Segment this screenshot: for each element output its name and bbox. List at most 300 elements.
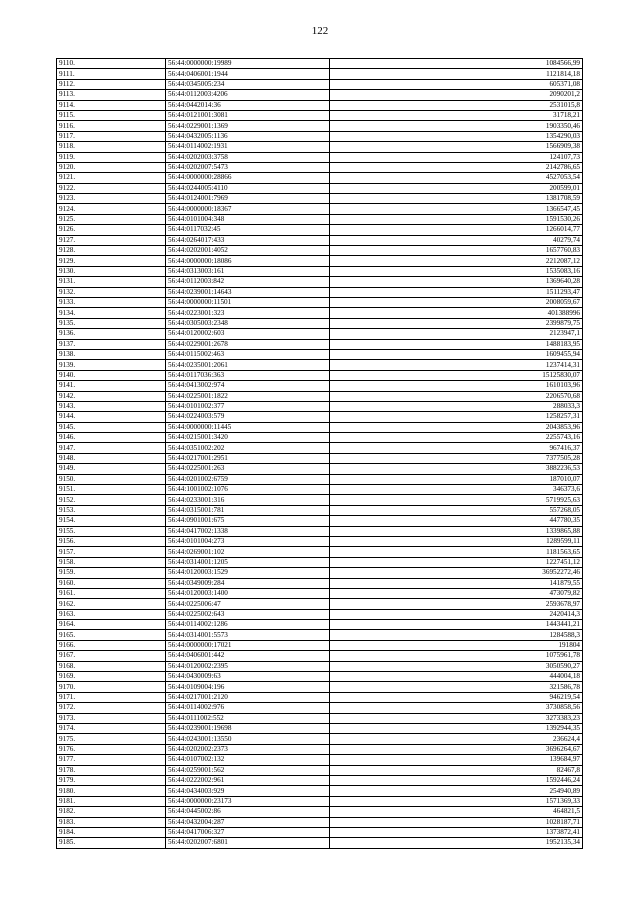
cadastral-number: 56:44:0000000:17021	[166, 640, 330, 650]
cadastral-value: 1488183,95	[330, 339, 583, 349]
cadastral-number: 56:44:0417002:1338	[166, 526, 330, 536]
cadastral-value: 2123947,1	[330, 329, 583, 339]
row-number: 9173.	[57, 713, 166, 723]
row-number: 9131.	[57, 277, 166, 287]
row-number: 9183.	[57, 817, 166, 827]
row-number: 9184.	[57, 827, 166, 837]
cadastral-number: 56:44:0000000:18367	[166, 204, 330, 214]
row-number: 9156.	[57, 536, 166, 546]
table-row	[57, 204, 583, 214]
table-body	[57, 59, 583, 849]
cadastral-value: 557268,05	[330, 505, 583, 515]
cadastral-value: 1443441,21	[330, 620, 583, 630]
cadastral-value: 2090201,2	[330, 90, 583, 100]
table-row	[57, 568, 583, 578]
row-number: 9139.	[57, 360, 166, 370]
cadastral-value: 40279,74	[330, 235, 583, 245]
cadastral-value: 2255743,16	[330, 433, 583, 443]
table-row	[57, 349, 583, 359]
cadastral-number: 56:44:0225002:643	[166, 609, 330, 619]
row-number: 9180.	[57, 786, 166, 796]
cadastral-number: 56:44:0107002:132	[166, 755, 330, 765]
row-number: 9118.	[57, 142, 166, 152]
row-number: 9152.	[57, 495, 166, 505]
row-number: 9119.	[57, 152, 166, 162]
row-number: 9149.	[57, 464, 166, 474]
table-row	[57, 412, 583, 422]
row-number: 9160.	[57, 578, 166, 588]
table-row	[57, 724, 583, 734]
cadastral-number: 56:44:0445002:86	[166, 807, 330, 817]
page-number: 122	[311, 25, 329, 37]
cadastral-number: 56:44:0224003:579	[166, 412, 330, 422]
row-number: 9120.	[57, 162, 166, 172]
row-number: 9114.	[57, 100, 166, 110]
cadastral-number: 56:44:0222002:961	[166, 775, 330, 785]
cadastral-value: 2531015,8	[330, 100, 583, 110]
cadastral-number: 56:44:0413002:974	[166, 381, 330, 391]
cadastral-number: 56:44:0264017:433	[166, 235, 330, 245]
cadastral-number: 56:44:0269001:102	[166, 547, 330, 557]
table-row	[57, 557, 583, 567]
cadastral-value: 1952135,34	[330, 838, 583, 848]
cadastral-number: 56:44:0201002:6759	[166, 474, 330, 484]
table-row	[57, 630, 583, 640]
row-number: 9171.	[57, 692, 166, 702]
table-row	[57, 59, 583, 69]
cadastral-value: 1373872,41	[330, 827, 583, 837]
row-number: 9116.	[57, 121, 166, 131]
row-number: 9153.	[57, 505, 166, 515]
table-row	[57, 505, 583, 515]
cadastral-value: 1381708,59	[330, 194, 583, 204]
cadastral-number: 56:44:0120003:1400	[166, 588, 330, 598]
row-number: 9115.	[57, 110, 166, 120]
cadastral-value: 2043853,96	[330, 422, 583, 432]
cadastral-value: 401388996	[330, 308, 583, 318]
table-row	[57, 277, 583, 287]
table-row	[57, 620, 583, 630]
table-row	[57, 69, 583, 79]
cadastral-number: 56:44:0229001:2678	[166, 339, 330, 349]
table-row	[57, 599, 583, 609]
cadastral-value: 1592446,24	[330, 775, 583, 785]
cadastral-number: 56:44:0109004:196	[166, 682, 330, 692]
row-number: 9147.	[57, 443, 166, 453]
row-number: 9128.	[57, 246, 166, 256]
cadastral-number: 56:44:0121001:3081	[166, 110, 330, 120]
cadastral-value: 1237414,31	[330, 360, 583, 370]
cadastral-number: 56:44:0101002:377	[166, 401, 330, 411]
cadastral-value: 946219,54	[330, 692, 583, 702]
cadastral-value: 1366547,45	[330, 204, 583, 214]
table-row	[57, 370, 583, 380]
cadastral-value: 31718,21	[330, 110, 583, 120]
table-row	[57, 90, 583, 100]
row-number: 9142.	[57, 391, 166, 401]
cadastral-value: 473079,82	[330, 588, 583, 598]
cadastral-value: 1084566,99	[330, 59, 583, 69]
cadastral-value: 236624,4	[330, 734, 583, 744]
cadastral-value: 2206570,68	[330, 391, 583, 401]
cadastral-number: 56:44:0314001:5573	[166, 630, 330, 640]
cadastral-value: 82467,8	[330, 765, 583, 775]
table-row	[57, 225, 583, 235]
table-row	[57, 796, 583, 806]
cadastral-value: 1392944,35	[330, 724, 583, 734]
cadastral-number: 56:44:0225001:1822	[166, 391, 330, 401]
cadastral-value: 2399879,75	[330, 318, 583, 328]
cadastral-value: 3050590,27	[330, 661, 583, 671]
cadastral-number: 56:44:0112003:4206	[166, 90, 330, 100]
cadastral-number: 56:44:0117036:363	[166, 370, 330, 380]
row-number: 9166.	[57, 640, 166, 650]
cadastral-value-table	[56, 58, 583, 849]
row-number: 9135.	[57, 318, 166, 328]
cadastral-number: 56:44:0217001:2951	[166, 453, 330, 463]
row-number: 9150.	[57, 474, 166, 484]
cadastral-number: 56:44:0351002:202	[166, 443, 330, 453]
cadastral-value: 1535083,16	[330, 266, 583, 276]
cadastral-number: 56:44:0101004:273	[166, 536, 330, 546]
row-number: 9169.	[57, 672, 166, 682]
cadastral-number: 56:44:0434003:929	[166, 786, 330, 796]
row-number: 9132.	[57, 287, 166, 297]
cadastral-value: 967416,37	[330, 443, 583, 453]
row-number: 9146.	[57, 433, 166, 443]
cadastral-number: 56:44:0117032:45	[166, 225, 330, 235]
cadastral-number: 56:44:0239001:19698	[166, 724, 330, 734]
cadastral-number: 56:44:0215001:3420	[166, 433, 330, 443]
row-number: 9181.	[57, 796, 166, 806]
cadastral-value: 200599,01	[330, 183, 583, 193]
table-row	[57, 536, 583, 546]
table-row	[57, 256, 583, 266]
cadastral-number: 56:44:0406001:442	[166, 651, 330, 661]
row-number: 9162.	[57, 599, 166, 609]
table-row	[57, 194, 583, 204]
table-row	[57, 339, 583, 349]
cadastral-value: 15125830,07	[330, 370, 583, 380]
table-row	[57, 609, 583, 619]
cadastral-value: 321586,78	[330, 682, 583, 692]
table-row	[57, 79, 583, 89]
cadastral-value: 464821,5	[330, 807, 583, 817]
row-number: 9177.	[57, 755, 166, 765]
table-row	[57, 443, 583, 453]
row-number: 9168.	[57, 661, 166, 671]
row-number: 9124.	[57, 204, 166, 214]
row-number: 9170.	[57, 682, 166, 692]
row-number: 9117.	[57, 131, 166, 141]
table-row	[57, 318, 583, 328]
table-row	[57, 422, 583, 432]
row-number: 9125.	[57, 214, 166, 224]
table-row	[57, 391, 583, 401]
table-row	[57, 287, 583, 297]
cadastral-number: 56:44:0259001:562	[166, 765, 330, 775]
row-number: 9163.	[57, 609, 166, 619]
table-row	[57, 516, 583, 526]
row-number: 9123.	[57, 194, 166, 204]
table-row	[57, 266, 583, 276]
cadastral-value: 1339865,88	[330, 526, 583, 536]
cadastral-number: 56:44:0000000:11501	[166, 297, 330, 307]
cadastral-number: 56:44:0430009:63	[166, 672, 330, 682]
table-row	[57, 775, 583, 785]
table-row	[57, 381, 583, 391]
cadastral-value: 254940,89	[330, 786, 583, 796]
cadastral-value: 1610103,96	[330, 381, 583, 391]
row-number: 9159.	[57, 568, 166, 578]
row-number: 9137.	[57, 339, 166, 349]
cadastral-number: 56:44:0225006:47	[166, 599, 330, 609]
cadastral-number: 56:44:0901001:675	[166, 516, 330, 526]
cadastral-number: 56:44:1001002:1076	[166, 485, 330, 495]
cadastral-value: 2593678,97	[330, 599, 583, 609]
cadastral-value: 444004,18	[330, 672, 583, 682]
cadastral-number: 56:44:0345005:234	[166, 79, 330, 89]
cadastral-value: 1266014,77	[330, 225, 583, 235]
row-number: 9126.	[57, 225, 166, 235]
cadastral-value: 3273383,23	[330, 713, 583, 723]
cadastral-value: 2142786,65	[330, 162, 583, 172]
table-row	[57, 142, 583, 152]
cadastral-number: 56:44:0120003:1529	[166, 568, 330, 578]
row-number: 9133.	[57, 297, 166, 307]
row-number: 9122.	[57, 183, 166, 193]
table-row	[57, 495, 583, 505]
table-row	[57, 297, 583, 307]
cadastral-number: 56:44:0202002:2373	[166, 744, 330, 754]
cadastral-value: 36952272,46	[330, 568, 583, 578]
cadastral-value: 1657760,83	[330, 246, 583, 256]
cadastral-number: 56:44:0111002:552	[166, 713, 330, 723]
cadastral-number: 56:44:0315001:781	[166, 505, 330, 515]
cadastral-value: 187010,07	[330, 474, 583, 484]
cadastral-number: 56:44:0101004:348	[166, 214, 330, 224]
cadastral-value: 2420414,3	[330, 609, 583, 619]
cadastral-value: 141879,55	[330, 578, 583, 588]
cadastral-number: 56:44:0115002:463	[166, 349, 330, 359]
row-number: 9182.	[57, 807, 166, 817]
row-number: 9110.	[57, 59, 166, 69]
cadastral-number: 56:44:0202007:6801	[166, 838, 330, 848]
cadastral-number: 56:44:0233001:316	[166, 495, 330, 505]
cadastral-number: 56:44:0202001:4052	[166, 246, 330, 256]
cadastral-number: 56:44:0349009:284	[166, 578, 330, 588]
table-row	[57, 173, 583, 183]
table-row	[57, 588, 583, 598]
table-row	[57, 703, 583, 713]
cadastral-value: 7377505,28	[330, 453, 583, 463]
table-row	[57, 329, 583, 339]
cadastral-number: 56:44:0225001:263	[166, 464, 330, 474]
cadastral-value: 1181563,65	[330, 547, 583, 557]
cadastral-number: 56:44:0305003:2348	[166, 318, 330, 328]
table-row	[57, 162, 583, 172]
table-row	[57, 786, 583, 796]
cadastral-value: 447780,35	[330, 516, 583, 526]
row-number: 9161.	[57, 588, 166, 598]
cadastral-number: 56:44:0114002:976	[166, 703, 330, 713]
cadastral-number: 56:44:0442014:36	[166, 100, 330, 110]
row-number: 9130.	[57, 266, 166, 276]
cadastral-number: 56:44:0000000:11445	[166, 422, 330, 432]
table-row	[57, 121, 583, 131]
cadastral-value: 139684,97	[330, 755, 583, 765]
cadastral-number: 56:44:0114002:1931	[166, 142, 330, 152]
row-number: 9136.	[57, 329, 166, 339]
cadastral-value: 1903350,46	[330, 121, 583, 131]
table-row	[57, 817, 583, 827]
table-row	[57, 453, 583, 463]
cadastral-value: 605371,08	[330, 79, 583, 89]
table-row	[57, 807, 583, 817]
row-number: 9113.	[57, 90, 166, 100]
row-number: 9178.	[57, 765, 166, 775]
row-number: 9134.	[57, 308, 166, 318]
table-row	[57, 526, 583, 536]
table-row	[57, 152, 583, 162]
row-number: 9155.	[57, 526, 166, 536]
cadastral-number: 56:44:0124001:7969	[166, 194, 330, 204]
cadastral-value: 3882236,53	[330, 464, 583, 474]
row-number: 9111.	[57, 69, 166, 79]
cadastral-number: 56:44:0235001:2061	[166, 360, 330, 370]
row-number: 9143.	[57, 401, 166, 411]
cadastral-number: 56:44:0000000:19989	[166, 59, 330, 69]
row-number: 9158.	[57, 557, 166, 567]
row-number: 9112.	[57, 79, 166, 89]
cadastral-number: 56:44:0223001:323	[166, 308, 330, 318]
row-number: 9144.	[57, 412, 166, 422]
cadastral-value: 2008059,67	[330, 297, 583, 307]
row-number: 9157.	[57, 547, 166, 557]
cadastral-number: 56:44:0244005:4110	[166, 183, 330, 193]
cadastral-value: 1591530,26	[330, 214, 583, 224]
table-row	[57, 131, 583, 141]
cadastral-value: 1566909,38	[330, 142, 583, 152]
cadastral-value: 1571369,33	[330, 796, 583, 806]
table-row	[57, 235, 583, 245]
table-row	[57, 713, 583, 723]
cadastral-value: 124107,73	[330, 152, 583, 162]
table-row	[57, 734, 583, 744]
table-row	[57, 464, 583, 474]
table-row	[57, 246, 583, 256]
table-row	[57, 672, 583, 682]
table-row	[57, 308, 583, 318]
row-number: 9140.	[57, 370, 166, 380]
cadastral-number: 56:44:0202007:5473	[166, 162, 330, 172]
table-row	[57, 474, 583, 484]
table-row	[57, 401, 583, 411]
table-row	[57, 838, 583, 848]
table-row	[57, 755, 583, 765]
cadastral-value: 1511293,47	[330, 287, 583, 297]
cadastral-value: 1354290,03	[330, 131, 583, 141]
row-number: 9154.	[57, 516, 166, 526]
cadastral-number: 56:44:0000000:23173	[166, 796, 330, 806]
row-number: 9176.	[57, 744, 166, 754]
row-number: 9148.	[57, 453, 166, 463]
cadastral-value: 1284588,3	[330, 630, 583, 640]
row-number: 9174.	[57, 724, 166, 734]
table-row	[57, 765, 583, 775]
cadastral-number: 56:44:0114002:1286	[166, 620, 330, 630]
table-row	[57, 485, 583, 495]
cadastral-value: 1075961,78	[330, 651, 583, 661]
table-row	[57, 547, 583, 557]
cadastral-number: 56:44:0432005:1136	[166, 131, 330, 141]
row-number: 9175.	[57, 734, 166, 744]
table-row	[57, 100, 583, 110]
row-number: 9164.	[57, 620, 166, 630]
cadastral-number: 56:44:0314001:1205	[166, 557, 330, 567]
table-row	[57, 692, 583, 702]
cadastral-number: 56:44:0120002:603	[166, 329, 330, 339]
cadastral-number: 56:44:0417006:327	[166, 827, 330, 837]
row-number: 9145.	[57, 422, 166, 432]
table-row	[57, 661, 583, 671]
row-number: 9179.	[57, 775, 166, 785]
cadastral-value: 1258257,31	[330, 412, 583, 422]
table-row	[57, 744, 583, 754]
row-number: 9165.	[57, 630, 166, 640]
cadastral-value: 346373,6	[330, 485, 583, 495]
cadastral-number: 56:44:0120002:2395	[166, 661, 330, 671]
row-number: 9129.	[57, 256, 166, 266]
cadastral-number: 56:44:0202003:3758	[166, 152, 330, 162]
cadastral-value: 191804	[330, 640, 583, 650]
table-row	[57, 360, 583, 370]
table-row	[57, 110, 583, 120]
row-number: 9141.	[57, 381, 166, 391]
table-row	[57, 827, 583, 837]
cadastral-number: 56:44:0217001:2120	[166, 692, 330, 702]
cadastral-value: 5719925,63	[330, 495, 583, 505]
row-number: 9167.	[57, 651, 166, 661]
row-number: 9172.	[57, 703, 166, 713]
cadastral-value: 1121814,18	[330, 69, 583, 79]
cadastral-value: 3730858,56	[330, 703, 583, 713]
cadastral-number: 56:44:0406001:1944	[166, 69, 330, 79]
cadastral-number: 56:44:0229001:1369	[166, 121, 330, 131]
row-number: 9121.	[57, 173, 166, 183]
cadastral-value: 3696264,67	[330, 744, 583, 754]
cadastral-value: 4527053,54	[330, 173, 583, 183]
cadastral-number: 56:44:0000000:28866	[166, 173, 330, 183]
cadastral-value: 1028187,71	[330, 817, 583, 827]
table-row	[57, 651, 583, 661]
cadastral-number: 56:44:0000000:18086	[166, 256, 330, 266]
cadastral-value: 2212087,12	[330, 256, 583, 266]
cadastral-number: 56:44:0313003:161	[166, 266, 330, 276]
cadastral-number: 56:44:0239001:14643	[166, 287, 330, 297]
table-row	[57, 433, 583, 443]
cadastral-value: 1289599,11	[330, 536, 583, 546]
cadastral-value: 1227451,12	[330, 557, 583, 567]
table-row	[57, 183, 583, 193]
cadastral-value: 288033,3	[330, 401, 583, 411]
cadastral-number: 56:44:0112003:842	[166, 277, 330, 287]
table-row	[57, 214, 583, 224]
cadastral-number: 56:44:0432004:287	[166, 817, 330, 827]
cadastral-number: 56:44:0243001:13550	[166, 734, 330, 744]
table-row	[57, 682, 583, 692]
row-number: 9138.	[57, 349, 166, 359]
